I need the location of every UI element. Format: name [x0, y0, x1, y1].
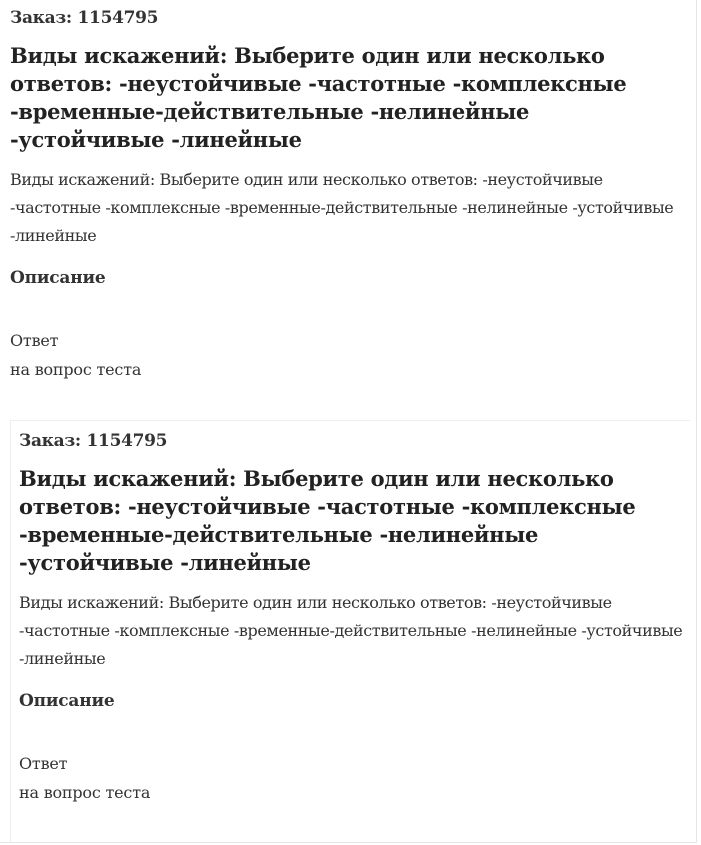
order-card-preview [10, 420, 690, 842]
order-number: Заказ: 1154795 [10, 8, 159, 28]
answer-subtitle: на вопрос теста [10, 360, 142, 379]
answer-label: Ответ [19, 754, 68, 773]
question-description: Виды искажений: Выберите один или несколько ответов: -неустойчивые -частотные -комплексные -временные-действительные -нелинейные -устойчивые -линейные [10, 170, 674, 245]
order-card [10, 8, 690, 384]
answer-subtitle: на вопрос теста [19, 783, 151, 802]
order-number: Заказ: 1154795 [19, 431, 168, 451]
description-heading: Описание [10, 268, 106, 288]
question-title: Виды искажений: Выберите один или несколько ответов: -неустойчивые -частотные -комплексные -временные-действительные -нелинейные -устойчивые -линейные [19, 466, 636, 575]
answer-label: Ответ [10, 331, 59, 350]
description-heading: Описание [19, 691, 115, 711]
question-description: Виды искажений: Выберите один или несколько ответов: -неустойчивые -частотные -комплексные -временные-действительные -нелинейные -устойчивые -линейные [19, 593, 683, 668]
question-title: Виды искажений: Выберите один или несколько ответов: -неустойчивые -частотные -комплексные -временные-действительные -нелинейные -устойчивые -линейные [10, 43, 627, 152]
